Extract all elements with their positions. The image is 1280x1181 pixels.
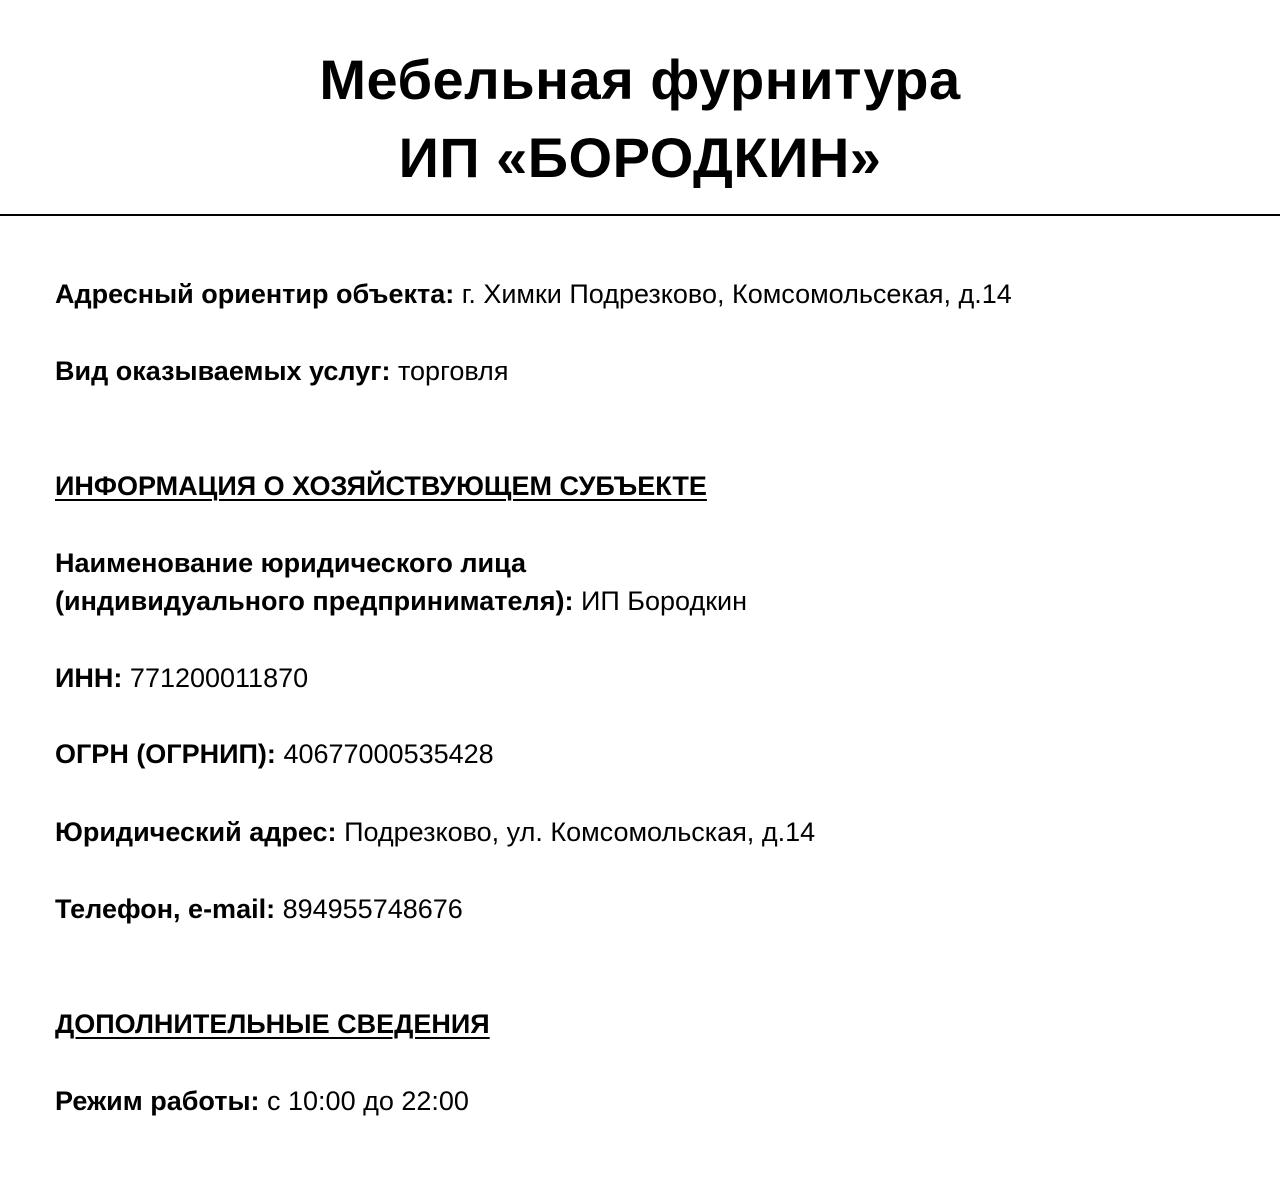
document-header — [0, 0, 1280, 216]
inn-label: ИНН: — [55, 663, 123, 693]
entity-name-label-line1 — [55, 544, 526, 582]
ogrn-value: 40677000535428 — [283, 739, 494, 769]
entity-name-label-part2: (индивидуального предпринимателя): — [55, 586, 574, 616]
services-value: торговля — [397, 356, 509, 386]
object-address-row — [55, 275, 1012, 313]
contacts-label: Телефон, e-mail: — [55, 894, 276, 924]
contacts-value: 894955748676 — [282, 894, 463, 924]
entity-name-label-part1: Наименование юридического лица — [55, 548, 527, 578]
services-label: Вид оказываемых услуг: — [55, 356, 391, 386]
contacts-row — [55, 890, 463, 928]
legal-address-row — [55, 813, 815, 851]
ogrn-label: ОГРН (ОГРНИП): — [55, 739, 276, 769]
hours-label: Режим работы: — [55, 1086, 260, 1116]
entity-name-row — [55, 582, 747, 620]
legal-address-label: Юридический адрес: — [55, 817, 337, 847]
document-title-line1: Мебельная фурнитура — [319, 48, 961, 111]
ogrn-row — [55, 735, 494, 773]
hours-value: с 10:00 до 22:00 — [267, 1086, 469, 1116]
inn-value: 771200011870 — [129, 663, 309, 693]
inn-row — [55, 659, 308, 697]
entity-section-heading: ИНФОРМАЦИЯ О ХОЗЯЙСТВУЮЩЕМ СУБЪЕКТЕ — [55, 471, 707, 501]
document-title-line2: ИП «БОРОДКИН» — [398, 126, 882, 189]
legal-address-value: Подрезково, ул. Комсомольская, д.14 — [344, 817, 816, 847]
object-address-label: Адресный ориентир объекта: — [55, 279, 455, 309]
entity-name-value: ИП Бородкин — [580, 586, 748, 616]
object-address-value: г. Химки Подрезково, Комсомольсекая, д.14 — [461, 279, 1012, 309]
services-row — [55, 352, 508, 390]
additional-section-heading: ДОПОЛНИТЕЛЬНЫЕ СВЕДЕНИЯ — [55, 1009, 490, 1039]
hours-row — [55, 1082, 469, 1120]
